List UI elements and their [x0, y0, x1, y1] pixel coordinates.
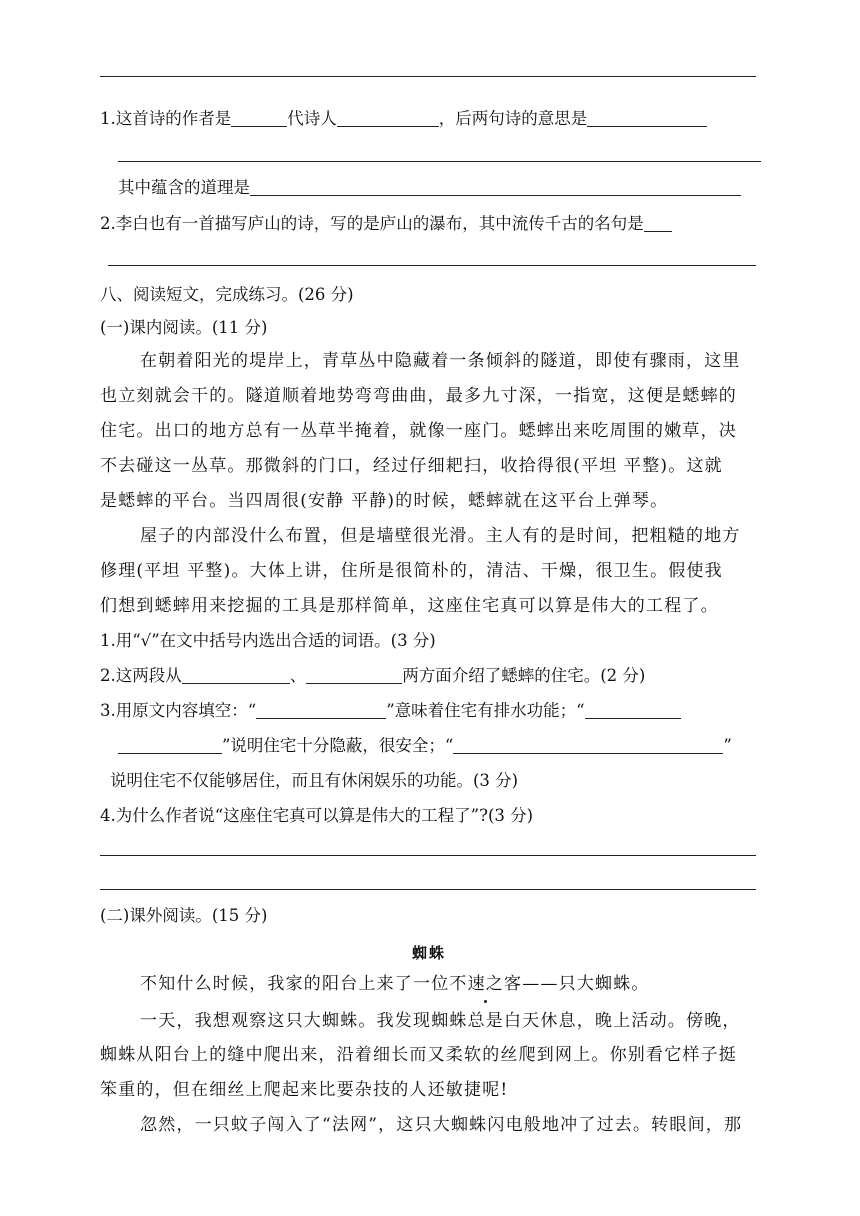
reading-question-3 [100, 701, 681, 721]
q2-text: 2.李白也有一首描写庐山的诗，写的是庐山的瀑布，其中流传千古的名句是 [100, 214, 644, 233]
top-answer-line [100, 76, 756, 77]
q1-answer-line[interactable] [118, 161, 761, 162]
rq2-text-b: 、 [289, 666, 307, 685]
passage-line: 屋子的内部没什么布置，但是墙壁很光滑。主人有的是时间，把粗糙的地方 [140, 526, 741, 546]
part2-title: 蜘蛛 [412, 944, 447, 962]
passage-line: 住宅。出口的地方总有一丛草半掩着，就像一座门。蟋蟀出来吃周围的嫩草，决 [100, 421, 737, 441]
rq3-text-b: ”意味着住宅有排水功能；“ [386, 701, 585, 720]
poem-question-1-reason [118, 178, 741, 198]
passage2-line: 笨重的，但在细丝上爬起来比要杂技的人还敏捷呢! [100, 1080, 509, 1100]
p2-l1-text-c: ——只大蜘蛛。 [522, 974, 650, 994]
q1-blank-dynasty[interactable] [231, 110, 287, 127]
q2-blank-inline[interactable] [644, 215, 672, 232]
rq3-text-c: ”说明住宅十分隐蔽，很安全；“ [222, 736, 454, 755]
part2-heading: (二)课外阅读。(15 分) [100, 906, 268, 925]
reading-question-4: 4.为什么作者说“这座住宅真可以算是伟大的工程了”?(3 分) [100, 806, 534, 825]
passage-line: 修理(平坦 平整)。大体上讲，住所是很简朴的，清洁、干燥，很卫生。假使我 [100, 561, 723, 581]
part1-heading: (一)课内阅读。(11 分) [100, 318, 268, 337]
reading-question-3-line3: 说明住宅不仅能够居住，而且有休闲娱乐的功能。(3 分) [110, 771, 519, 790]
rq2-text-c: 两方面介绍了蟋蟀的住宅。(2 分) [402, 666, 646, 685]
passage-line: 们想到蟋蟀用来挖掘的工具是那样简单，这座住宅真可以算是伟大的工程了。 [100, 596, 719, 616]
q1-text-b: 代诗人 [287, 109, 337, 128]
passage-line: 不去碰这一丛草。那微斜的门口，经过仔细耙扫，收拾得很(平坦 平整)。这就 [100, 456, 723, 476]
rq4-answer-line-1[interactable] [100, 855, 756, 856]
rq3-text-a: 3.用原文内容填空：“ [100, 701, 257, 720]
passage2-line: 一天，我想观察这只大蜘蛛。我发现蜘蛛总是白天休息，晚上活动。傍晚， [140, 1011, 741, 1031]
rq2-blank-2[interactable] [306, 667, 402, 684]
q1-text-d: 其中蕴含的道理是 [118, 178, 250, 197]
reading-question-2 [100, 666, 645, 686]
rq3-blank-1[interactable] [256, 702, 386, 719]
reading-question-1: 1.用“√”在文中括号内选出合适的词语。(3 分) [100, 631, 436, 650]
q1-blank-poet[interactable] [337, 110, 439, 127]
rq3-text-d: ” [723, 736, 732, 755]
rq3-blank-2a[interactable] [585, 702, 681, 719]
passage-line: 是蟋蟀的平台。当四周很(安静 平静)的时候，蟋蟀就在这平台上弹琴。 [100, 491, 669, 511]
section-8-heading: 八、阅读短文，完成练习。(26 分) [100, 285, 354, 304]
rq2-text-a: 2.这两段从 [100, 666, 182, 685]
reading-question-3-line2 [118, 736, 732, 756]
rq4-answer-line-2[interactable] [100, 889, 756, 890]
passage-line: 在朝着阳光的堤岸上，青草丛中隐藏着一条倾斜的隧道，即使有骤雨，这里 [140, 351, 741, 371]
poem-question-2 [100, 214, 672, 234]
passage2-line: 蜘蛛从阳台上的缝中爬出来，沿着细长而又柔软的丝爬到网上。你别看它样子挺 [100, 1045, 737, 1065]
q1-text-c: ，后两句诗的意思是 [438, 109, 588, 128]
emphasized-phrase: 不速之客 [449, 974, 523, 994]
passage-line: 也立刻就会干的。隧道顺着地势弯弯曲曲，最多九寸深，一指宽，这便是蟋蟀的 [100, 386, 737, 406]
q1-text-a: 1.这首诗的作者是 [100, 109, 232, 128]
q1-blank-reason[interactable] [250, 179, 741, 196]
rq3-blank-3[interactable] [453, 737, 723, 754]
p2-l1-text-a: 不知什么时候，我家的阳台上来了一位 [140, 974, 450, 994]
q1-blank-meaning[interactable] [587, 110, 707, 127]
poem-question-1 [100, 109, 707, 129]
rq2-blank-1[interactable] [182, 667, 290, 684]
passage2-line-1 [140, 974, 650, 994]
rq3-blank-2b[interactable] [118, 737, 222, 754]
q2-answer-line[interactable] [108, 265, 756, 266]
passage2-line: 忽然，一只蚊子闯入了“法网”，这只大蜘蛛闪电般地冲了过去。转眼间，那 [140, 1115, 743, 1135]
